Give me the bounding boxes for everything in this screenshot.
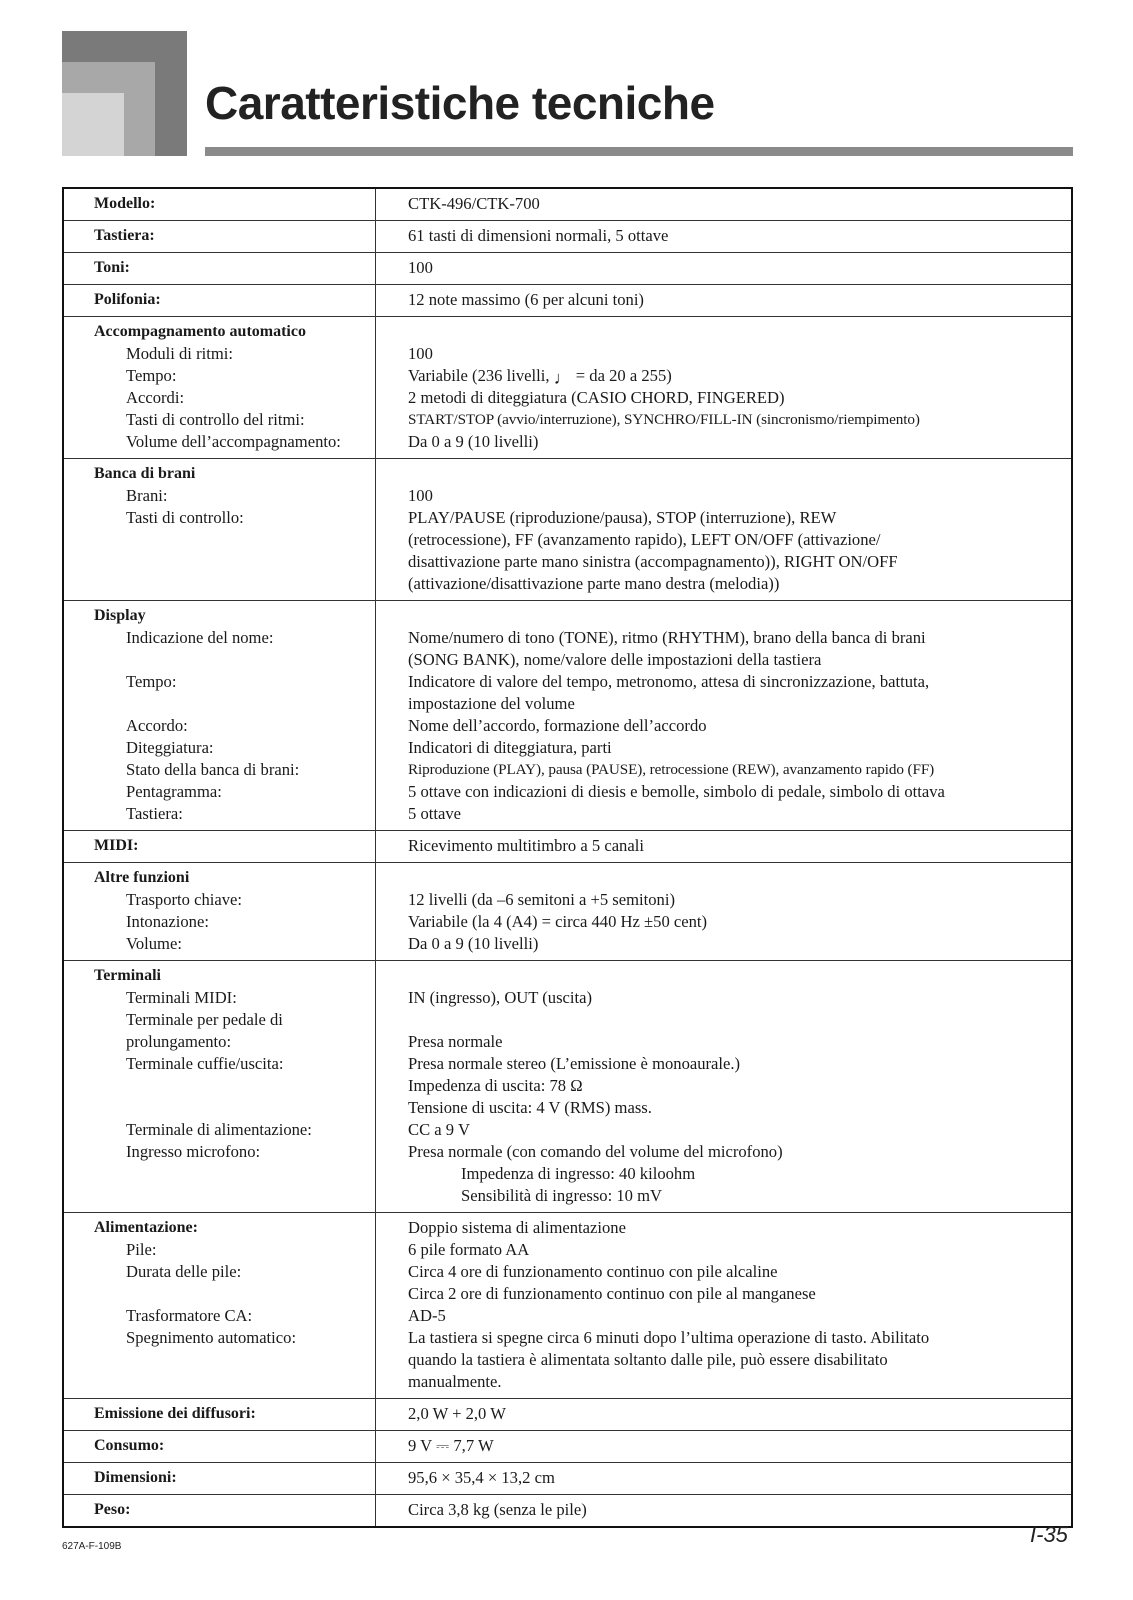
spec-value: PLAY/PAUSE (riproduzione/pausa), STOP (interruzione), REW [408, 508, 837, 527]
spec-value: Riproduzione (PLAY), pausa (PAUSE), retrocessione (REW), avanzamento rapido (FF) [408, 761, 935, 778]
spec-label: Trasformatore CA: [126, 1306, 253, 1325]
spec-value: Nome/numero di tono (TONE), ritmo (RHYTHM), brano della banca di brani [408, 628, 926, 647]
spec-row-emissione [64, 1398, 1071, 1430]
spec-row-tastiera [64, 220, 1071, 252]
spec-value: Indicatori di diteggiatura, parti [408, 738, 612, 757]
spec-label: Emissione dei diffusori: [94, 1405, 256, 1422]
spec-row-peso [64, 1494, 1071, 1526]
spec-value: Nome dell’accordo, formazione dell’accordo [408, 716, 707, 735]
section-heading: Alimentazione: [94, 1219, 198, 1236]
spec-label: Trasporto chiave: [126, 890, 242, 909]
spec-value: Circa 4 ore di funzionamento continuo con pile alcaline [408, 1262, 778, 1281]
section-heading: Accompagnamento automatico [94, 323, 306, 340]
spec-label: Terminale di alimentazione: [126, 1120, 312, 1139]
spec-label: Dimensioni: [94, 1469, 177, 1486]
spec-value: (SONG BANK), nome/valore delle impostazioni della tastiera [408, 650, 822, 669]
spec-value: START/STOP (avvio/interruzione), SYNCHRO/FILL-IN (sincronismo/riempimento) [408, 411, 920, 428]
tempo-text-b: = da 20 a 255) [571, 366, 672, 385]
spec-value: Da 0 a 9 (10 livelli) [408, 432, 539, 451]
spec-value: 100 [408, 258, 433, 277]
spec-value: La tastiera si spegne circa 6 minuti dopo l’ultima operazione di tasto. Abilitato [408, 1328, 930, 1347]
spec-label: Toni: [94, 259, 130, 276]
spec-value: 2,0 W + 2,0 W [408, 1404, 506, 1423]
spec-label: Peso: [94, 1501, 131, 1518]
spec-label: Tastiera: [126, 804, 183, 823]
spec-value: 12 note massimo (6 per alcuni toni) [408, 290, 644, 309]
spec-row-accompagnamento [64, 316, 1071, 458]
spec-label: Modello: [94, 195, 156, 212]
spec-value: 61 tasti di dimensioni normali, 5 ottave [408, 226, 669, 245]
section-heading: Display [94, 607, 146, 624]
spec-value: Circa 2 ore di funzionamento continuo con pile al manganese [408, 1284, 816, 1303]
spec-label: Terminali MIDI: [126, 988, 237, 1007]
spec-label: Consumo: [94, 1437, 165, 1454]
spec-value: Presa normale (con comando del volume del microfono) [408, 1142, 783, 1161]
spec-label: Tempo: [126, 672, 177, 691]
spec-label: Accordo: [126, 716, 188, 735]
spec-label: Ingresso microfono: [126, 1142, 261, 1161]
spec-value-tempo [408, 365, 1071, 387]
spec-row-dimensioni [64, 1462, 1071, 1494]
spec-row-banca [64, 458, 1071, 600]
spec-value: Circa 3,8 kg (senza le pile) [408, 1500, 587, 1519]
spec-value: (attivazione/disattivazione parte mano destra (melodia)) [408, 574, 780, 593]
spec-value: Presa normale [408, 1032, 503, 1051]
spec-value: 100 [408, 344, 433, 363]
spec-label: Volume dell’accompagnamento: [126, 432, 341, 451]
spec-label: Moduli di ritmi: [126, 344, 233, 363]
spec-value: 95,6 × 35,4 × 13,2 cm [408, 1468, 555, 1487]
spec-table [62, 187, 1073, 1528]
spec-label: Spegnimento automatico: [126, 1328, 297, 1347]
spec-value: (retrocessione), FF (avanzamento rapido), LEFT ON/OFF (attivazione/ [408, 530, 881, 549]
spec-label: prolungamento: [126, 1032, 232, 1051]
spec-value: CC a 9 V [408, 1120, 470, 1139]
spec-row-display [64, 600, 1071, 830]
spec-value: Tensione di uscita: 4 V (RMS) mass. [408, 1098, 652, 1117]
spec-label: Tasti di controllo: [126, 508, 244, 527]
spec-label: Accordi: [126, 388, 185, 407]
spec-value: Doppio sistema di alimentazione [408, 1218, 626, 1237]
spec-value: 5 ottave [408, 804, 461, 823]
section-heading: Altre funzioni [94, 869, 190, 886]
spec-value: Impedenza di ingresso: 40 kiloohm [461, 1164, 696, 1183]
spec-label: Tastiera: [94, 227, 155, 244]
spec-label: Stato della banca di brani: [126, 760, 300, 779]
spec-row-terminali [64, 960, 1071, 1212]
spec-value: manualmente. [408, 1372, 502, 1391]
spec-value: 100 [408, 486, 433, 505]
spec-value: Presa normale stereo (L’emissione è monoaurale.) [408, 1054, 741, 1073]
spec-row-modello [64, 189, 1071, 220]
spec-label: Brani: [126, 486, 168, 505]
page-number: I-35 [1030, 1522, 1068, 1547]
spec-value: Sensibilità di ingresso: 10 mV [461, 1186, 662, 1205]
spec-label: Pile: [126, 1240, 157, 1259]
spec-value: disattivazione parte mano sinistra (accompagnamento)), RIGHT ON/OFF [408, 552, 898, 571]
spec-label: Diteggiatura: [126, 738, 214, 757]
quarter-note-icon: ♩ [553, 368, 572, 388]
spec-value: 2 metodi di diteggiatura (CASIO CHORD, FINGERED) [408, 388, 785, 407]
spec-label: Tempo: [126, 366, 177, 385]
page-title: Caratteristiche tecniche [205, 77, 715, 129]
header-decoration-inner [62, 93, 124, 156]
spec-value: CTK-496/CTK-700 [408, 194, 540, 213]
section-heading: Terminali [94, 967, 161, 984]
section-heading: Banca di brani [94, 465, 196, 482]
spec-label: Tasti di controllo del ritmi: [126, 410, 305, 429]
spec-row-polifonia [64, 284, 1071, 316]
spec-value: Variabile (la 4 (A4) = circa 440 Hz ±50 cent) [408, 912, 708, 931]
spec-value: 6 pile formato AA [408, 1240, 530, 1259]
spec-row-alimentazione [64, 1212, 1071, 1398]
spec-row-consumo [64, 1430, 1071, 1462]
spec-value: 5 ottave con indicazioni di diesis e bemolle, simbolo di pedale, simbolo di ottava [408, 782, 945, 801]
spec-label: Terminale per pedale di [126, 1010, 283, 1029]
spec-value: Da 0 a 9 (10 livelli) [408, 934, 539, 953]
document-code: 627A-F-109B [62, 1541, 122, 1552]
spec-value: Indicatore di valore del tempo, metronomo, attesa di sincronizzazione, battuta, [408, 672, 930, 691]
spec-label: Indicazione del nome: [126, 628, 274, 647]
spec-value: impostazione del volume [408, 694, 575, 713]
spec-label: MIDI: [94, 837, 139, 854]
spec-label: Terminale cuffie/uscita: [126, 1054, 284, 1073]
tempo-text-a: Variabile (236 livelli, [408, 366, 554, 385]
spec-row-altre-funzioni [64, 862, 1071, 960]
spec-row-midi [64, 830, 1071, 862]
spec-value: Ricevimento multitimbro a 5 canali [408, 836, 644, 855]
spec-label: Pentagramma: [126, 782, 222, 801]
spec-label: Intonazione: [126, 912, 209, 931]
spec-value: 12 livelli (da –6 semitoni a +5 semitoni) [408, 890, 675, 909]
spec-label: Durata delle pile: [126, 1262, 242, 1281]
spec-label: Polifonia: [94, 291, 161, 308]
spec-value: quando la tastiera è alimentata soltanto dalle pile, può essere disabilitato [408, 1350, 888, 1369]
title-rule [205, 147, 1073, 156]
spec-value: AD-5 [408, 1306, 446, 1325]
spec-row-toni [64, 252, 1071, 284]
spec-value: 9 V ⎓ 7,7 W [408, 1436, 494, 1455]
spec-value: IN (ingresso), OUT (uscita) [408, 988, 593, 1007]
spec-label: Volume: [126, 934, 182, 953]
spec-value: Impedenza di uscita: 78 Ω [408, 1076, 583, 1095]
